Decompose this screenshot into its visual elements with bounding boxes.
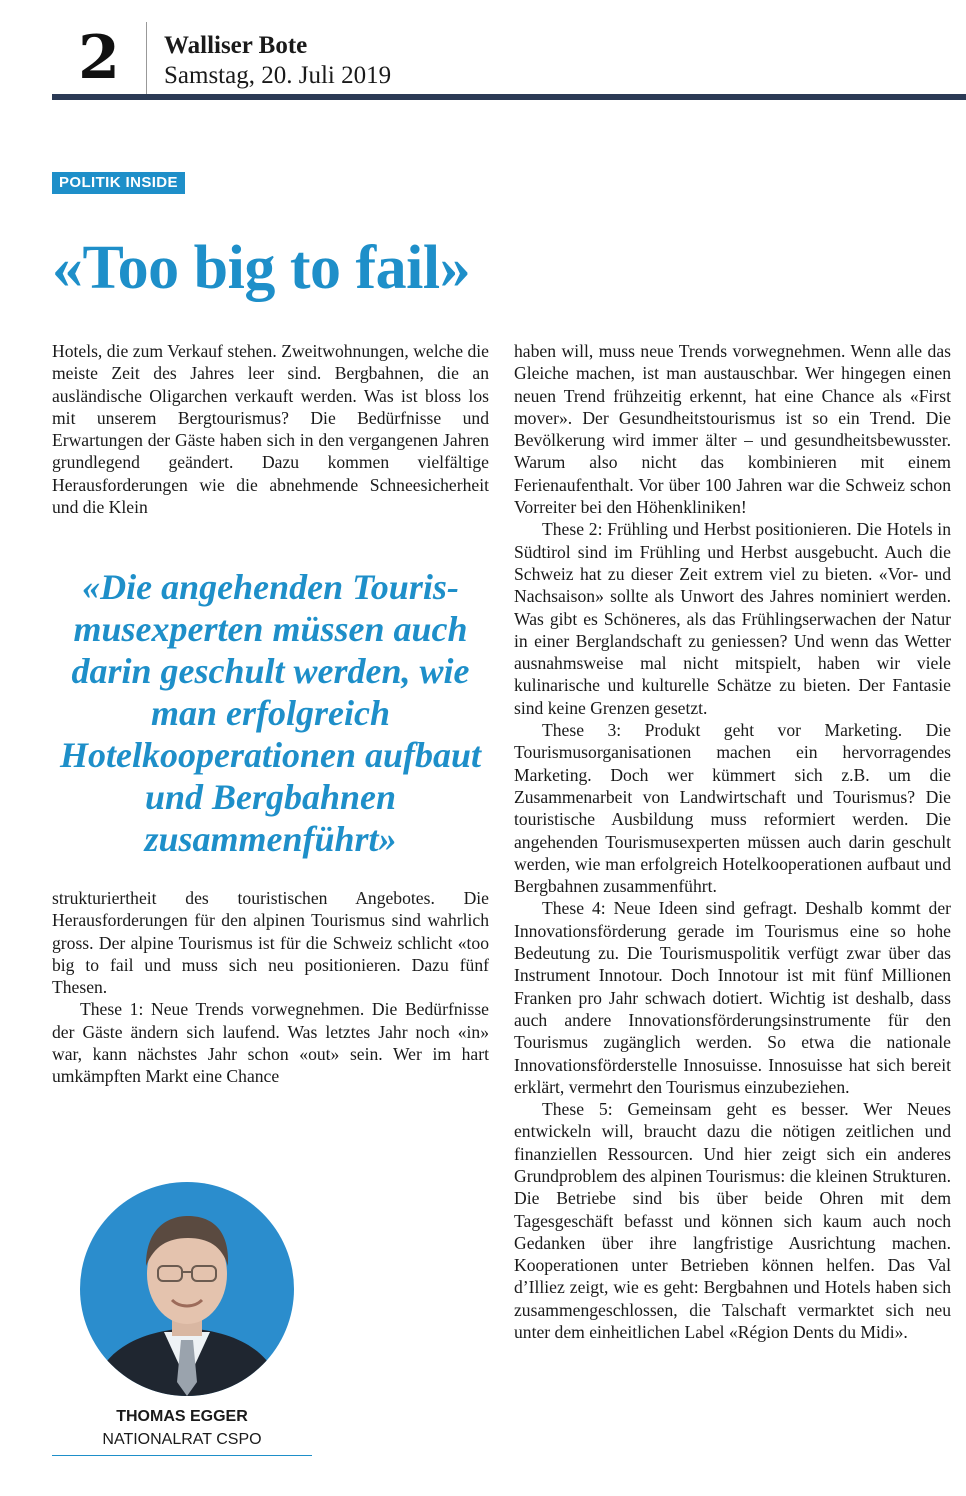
author-rule	[52, 1455, 312, 1456]
page-number: 2	[78, 23, 120, 93]
paragraph: These 5: Gemeinsam geht es besser. Wer Neues entwickeln will, braucht dazu die nötigen zeitlichen und finanziellen Ressourcen. Und hier zeigt sich ein anderes Grundproblem des alpinen Tourismus: die kleinen Strukturen. Die Betriebe sind bis über beide Ohren mit dem Tagesgeschäft befasst und können sich kaum auch noch Gedanken über ihre langfristige Ausrichtung machen. Kooperationen unter Betrieben können helfen. Das Val d’Illiez zeigt, wie es geht: Bergbahnen und Hotels haben sich zusammengeschlossen, die Talschaft vermarktet sich neu unter dem einheitlichen Label «Région Dents du Midi».	[514, 1099, 951, 1343]
portrait-illustration	[80, 1182, 294, 1396]
paragraph: strukturiertheit des touristischen Angebotes. Die Herausforderungen für den alpinen Tourismus sind wahrlich gross. Der alpine Tourismus ist für die Schweiz schlicht «too big to fail und muss sich neu positionieren. Dazu fünf Thesen.	[52, 888, 489, 998]
article-column-1-top	[52, 340, 489, 518]
paragraph: Hotels, die zum Verkauf stehen. Zweitwohnungen, welche die meiste Zeit des Jahres leer sind. Bergbahnen, die an ausländische Oligarchen verkauft werden. Was ist bloss los mit unserem Bergtourismus? Die Bedürfnisse und Erwartungen der Gäste haben sich in den vergangenen Jahren grundlegend geändert. Dazu kommen vielfältige Herausforderungen wie die abnehmende Schneesicherheit und die Klein	[52, 341, 489, 518]
headline: «Too big to fail»	[52, 234, 471, 302]
header-rule	[52, 94, 966, 100]
article-column-2	[514, 340, 951, 1343]
paragraph: haben will, muss neue Trends vorwegnehmen. Wenn alle das Gleiche machen, ist man austauschbar. Wer hingegen einen neuen Trend frühzeitig erkennt, hat eine Chance als «First mover». Der Gesundheitstourismus ist so ein Trend. Die Bevölkerung wird immer älter – und gesundheitsbewusster. Warum also nicht das kombinieren mit einem Ferienaufenthalt. Vor über 100 Jahren war die Schweiz schon Vorreiter bei den Höhenkliniken!	[514, 341, 951, 518]
paragraph: These 1: Neue Trends vorwegnehmen. Die Bedürfnisse der Gäste ändern sich laufend. Was letztes Jahr noch «in» war, kann nächstes Jahr schon «out» sein. Wer im hart umkämpften Markt eine Chance	[52, 999, 489, 1087]
page-header	[52, 22, 966, 98]
paragraph: These 2: Frühling und Herbst positionieren. Die Hotels in Südtirol sind im Frühling und Herbst ausgebucht. Auch die Schweiz hat zu dieser Zeit extrem viel zu bieten. «Vor- und Nachsaison» sollte als Unwort des Jahres nominiert werden. Was gibt es Schöneres, als das Frühlingserwachen der Natur in einer Berglandschaft zu geniessen? Und wenn das Wetter ausnahmsweise mal nicht mitspielt, haben wir viele kulinarische und kulturelle Schätze zu bieten. Der Fantasie sind keine Grenzen gesetzt.	[514, 519, 951, 718]
author-role: NATIONALRAT CSPO	[102, 1431, 262, 1448]
paragraph: These 3: Produkt geht vor Marketing. Die Tourismusorganisationen machen ein hervorragendes Marketing. Doch wer kümmert sich z.B. um die Zusammenarbeit von Landwirtschaft und Tourismus? Die touristische Ausbildung muss reformiert werden. Die angehenden Tourismusexperten müssen auch darin geschult werden, wie man erfolgreich Hotelkooperationen aufbaut und Bergbahnen zusammenführt.	[514, 720, 951, 897]
section-kicker: POLITIK INSIDE	[52, 172, 185, 194]
issue-date: Samstag, 20. Juli 2019	[164, 62, 392, 89]
header-divider	[146, 22, 147, 94]
newspaper-name: Walliser Bote	[164, 32, 308, 59]
paragraph: These 4: Neue Ideen sind gefragt. Deshalb kommt der Innovationsförderung gerade im Tourismus eine so hohe Bedeutung zu. Die Tourismuspolitik verfügt zwar über das Instrument Innotour. Doch Innotour ist mit fünf Millionen Franken pro Jahr schwach dotiert. Wichtig ist deshalb, dass auch andere Innovationsförderungsinstrumente für den Tourismus zugänglich werden. So etwa die nationale Innovationsförderstelle Innosuisse. Innosuisse hat sich bereit erklärt, vermehrt den Tourismus einzubeziehen.	[514, 898, 951, 1097]
article-column-1-bottom	[52, 887, 489, 1088]
author-name: THOMAS EGGER	[116, 1408, 248, 1425]
author-photo	[80, 1182, 294, 1396]
pull-quote: «Die angehenden Tourismusexperten müssen auch darin geschult werden, wie man erfolgreich Hotelkooperationen aufbaut und Bergbahnen zusammenführt»	[59, 567, 482, 859]
